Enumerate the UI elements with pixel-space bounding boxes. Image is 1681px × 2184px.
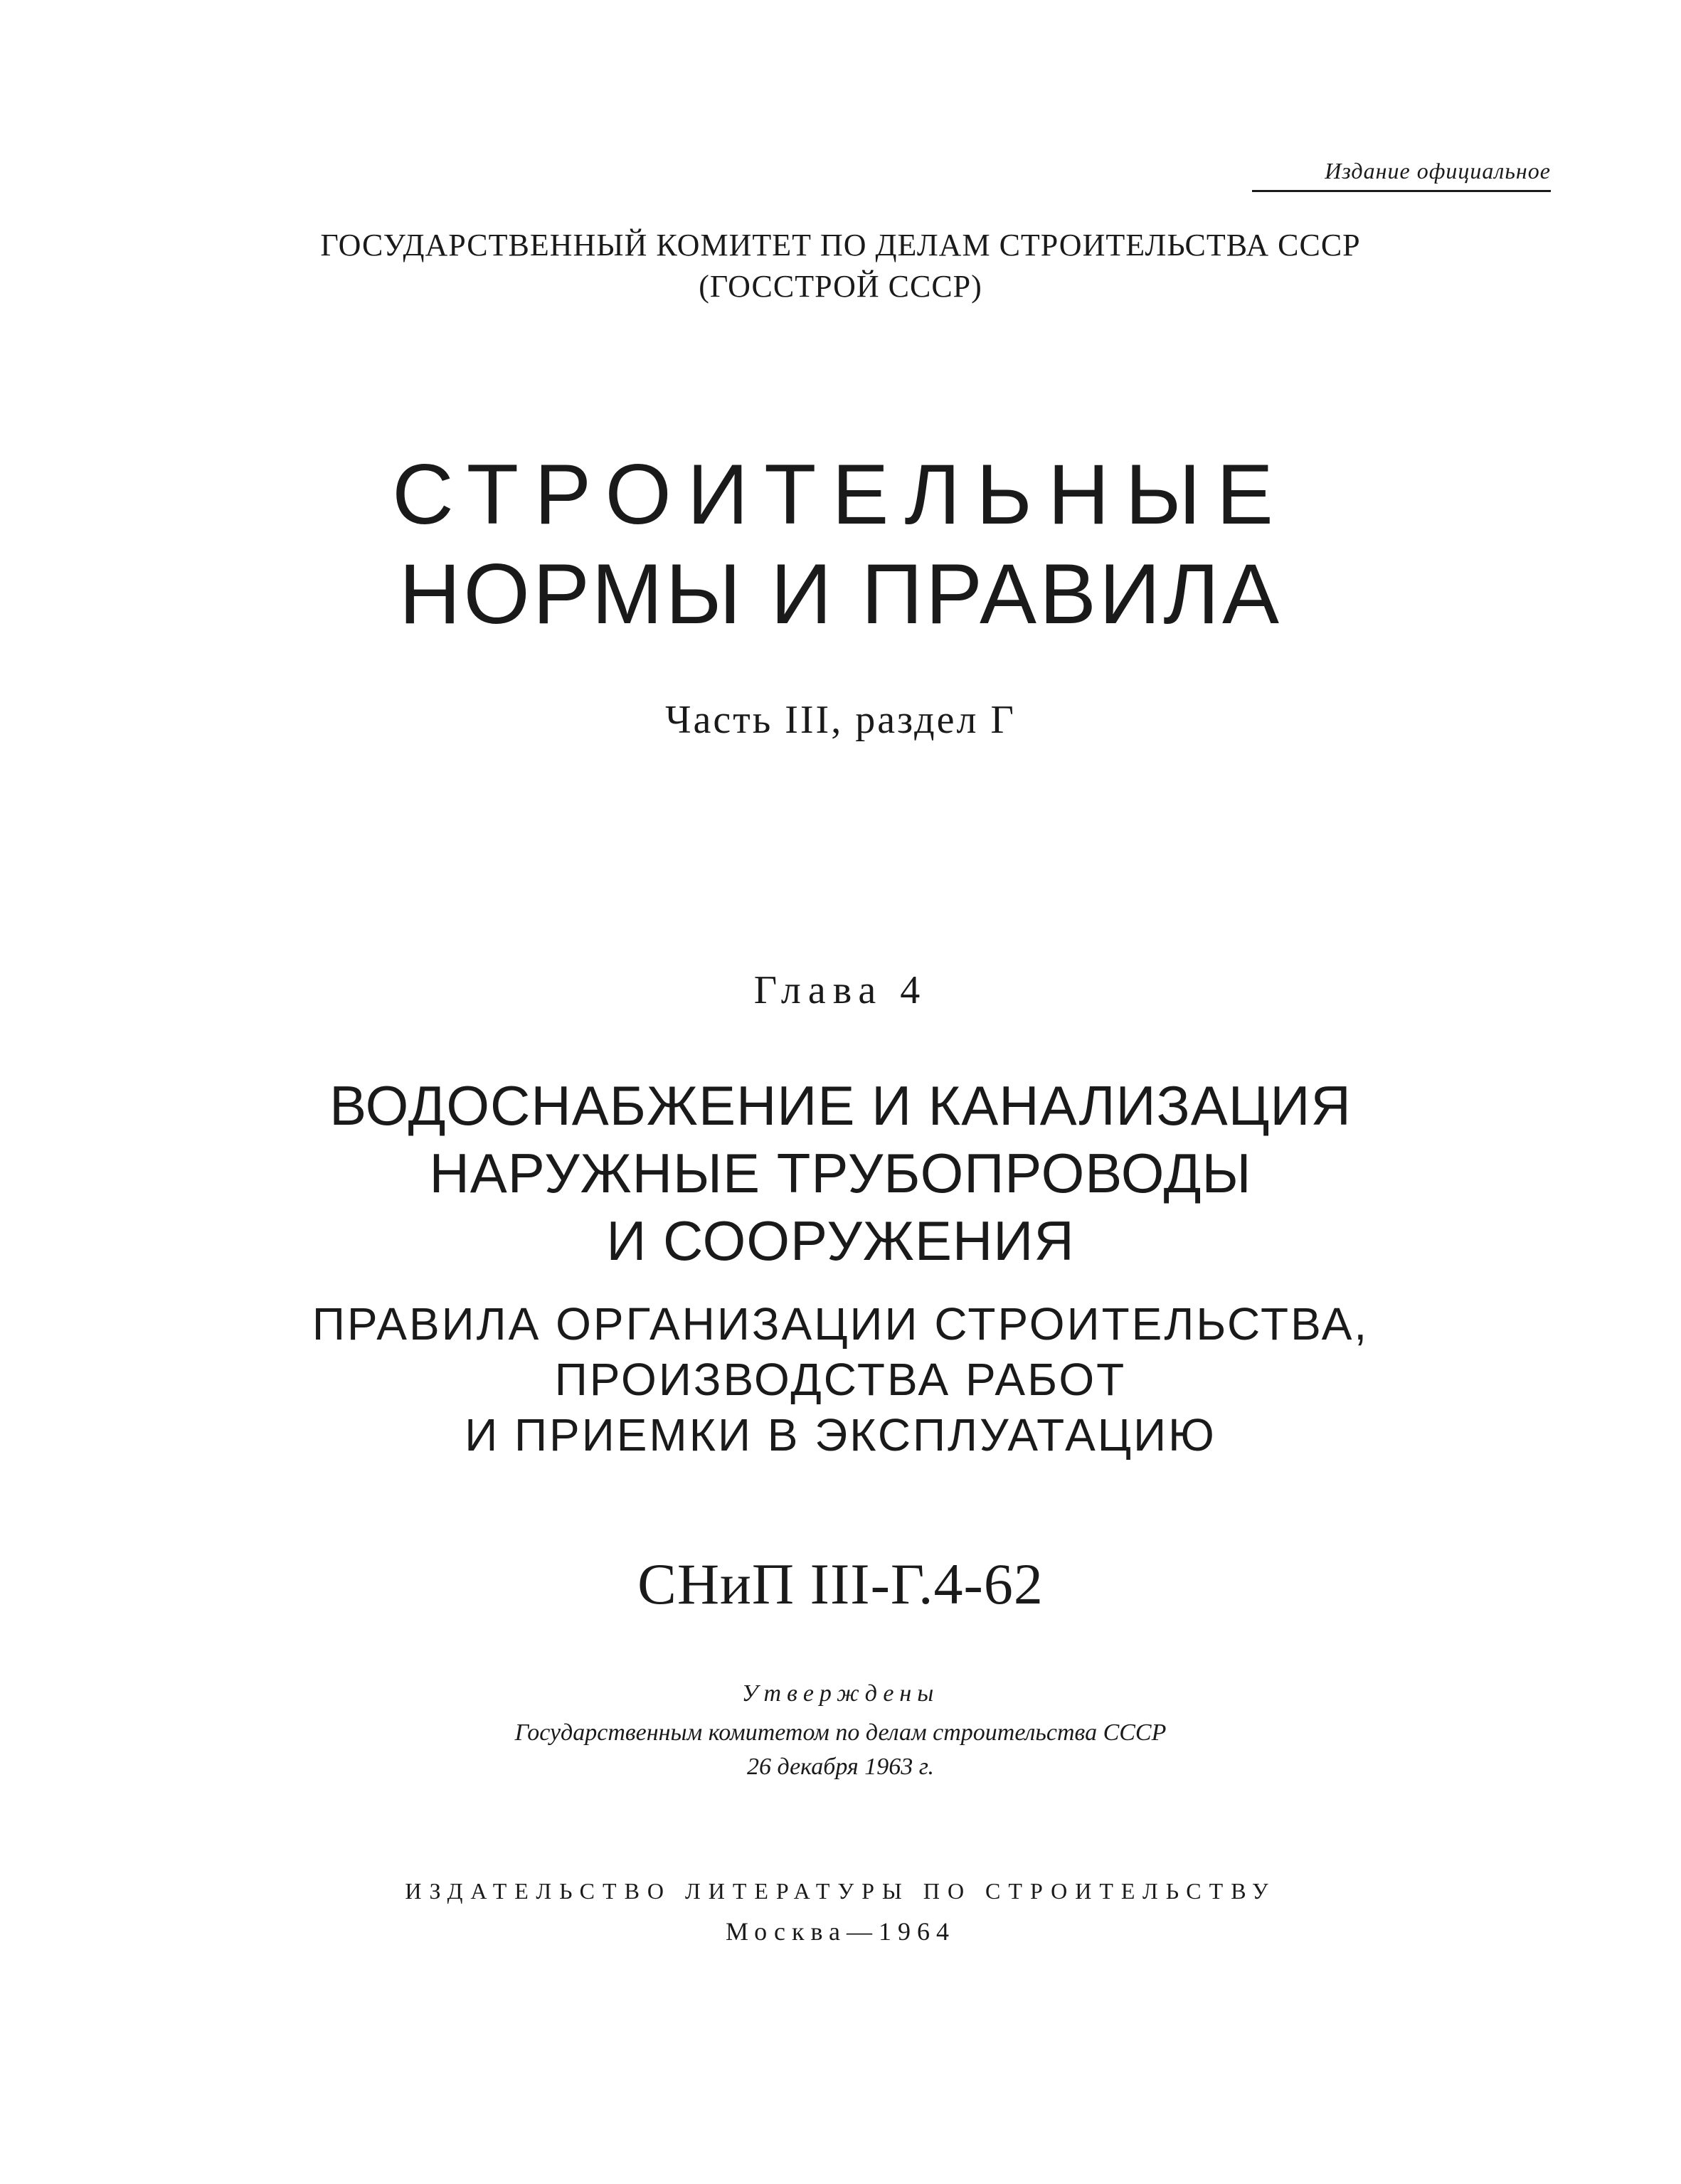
approval-authority: Государственным комитетом по делам строительства СССР: [514, 1719, 1167, 1746]
subheading-line-3: И ПРИЕМКИ В ЭКСПЛУАТАЦИЮ: [465, 1409, 1216, 1461]
committee-line-2: (ГОССТРОЙ СССР): [699, 269, 982, 304]
city-year: Москва—1964: [726, 1917, 955, 1946]
approval-label: Утверждены: [741, 1680, 940, 1707]
title-line-1: СТРОИТЕЛЬНЫЕ: [392, 447, 1289, 542]
edition-label: Издание официальное: [1252, 158, 1551, 192]
subheading-line-1: ПРАВИЛА ОРГАНИЗАЦИИ СТРОИТЕЛЬСТВА,: [312, 1298, 1369, 1350]
approval-date: 26 декабря 1963 г.: [746, 1754, 935, 1780]
heading-line-2: НАРУЖНЫЕ ТРУБОПРОВОДЫ: [429, 1142, 1252, 1204]
chapter-label: Глава 4: [753, 968, 928, 1012]
subheading-line-2: ПРОИЗВОДСТВА РАБОТ: [554, 1354, 1127, 1405]
document-code: СНиП III-Г.4-62: [637, 1552, 1044, 1616]
committee-line-1: ГОСУДАРСТВЕННЫЙ КОМИТЕТ ПО ДЕЛАМ СТРОИТЕЛЬСТВА СССР: [320, 228, 1361, 263]
part-section: Часть III, раздел Г: [665, 698, 1016, 742]
heading-line-1: ВОДОСНАБЖЕНИЕ И КАНАЛИЗАЦИЯ: [329, 1074, 1352, 1137]
publisher: ИЗДАТЕЛЬСТВО ЛИТЕРАТУРЫ ПО СТРОИТЕЛЬСТВУ: [405, 1878, 1276, 1904]
heading-line-3: И СООРУЖЕНИЯ: [606, 1209, 1075, 1272]
title-line-2: НОРМЫ И ПРАВИЛА: [398, 546, 1283, 642]
